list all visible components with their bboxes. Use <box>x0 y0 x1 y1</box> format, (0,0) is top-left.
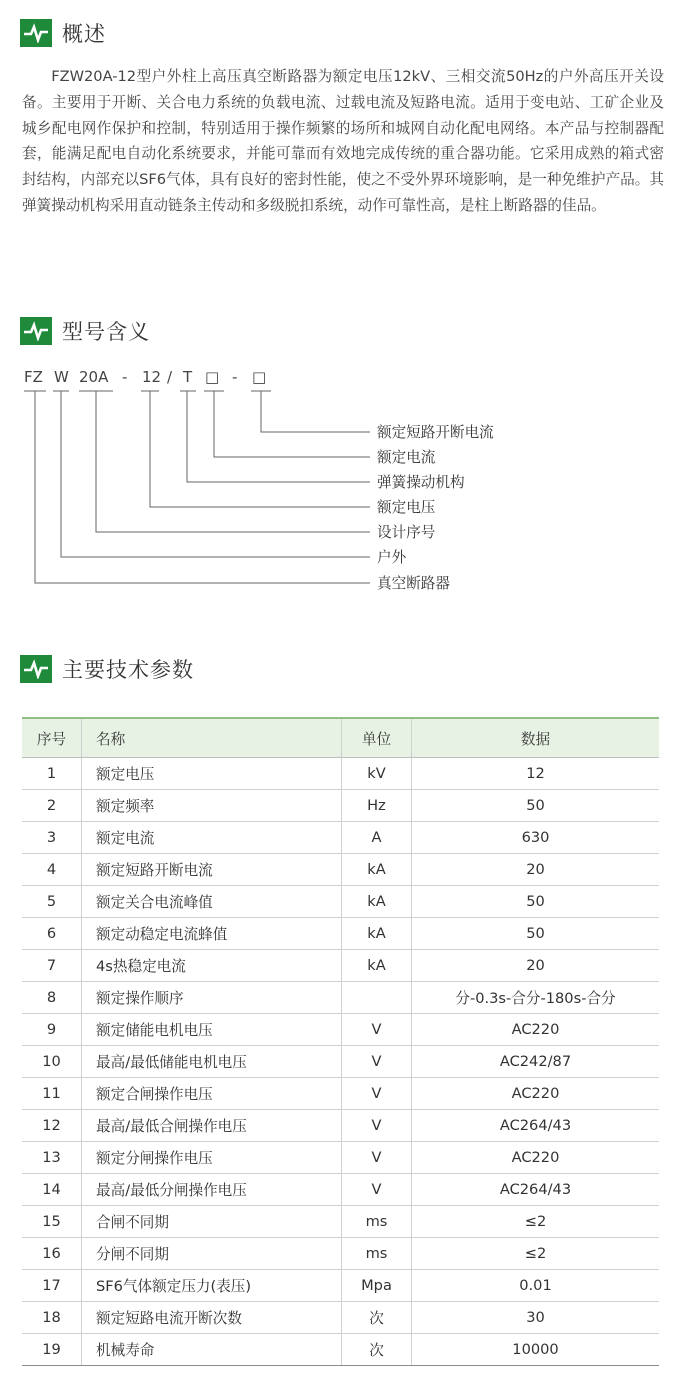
cell-number: 18 <box>22 1302 82 1334</box>
table-row <box>22 758 659 790</box>
table-row <box>22 886 659 918</box>
cell-number: 10 <box>22 1046 82 1078</box>
cell-unit: ms <box>342 1206 412 1238</box>
cell-unit: V <box>342 1014 412 1046</box>
model-meaning-label: 真空断路器 <box>377 575 450 592</box>
section-header-specs <box>20 654 194 684</box>
cell-name: 最高/最低合闸操作电压 <box>82 1110 342 1142</box>
model-code-part: / <box>167 368 173 386</box>
cell-number: 9 <box>22 1014 82 1046</box>
cell-value: AC220 <box>412 1014 660 1046</box>
cell-name: 最高/最低分闸操作电压 <box>82 1174 342 1206</box>
cell-number: 11 <box>22 1078 82 1110</box>
cell-number: 1 <box>22 758 82 790</box>
model-code-part: W <box>54 368 69 386</box>
cell-number: 16 <box>22 1238 82 1270</box>
cell-number: 14 <box>22 1174 82 1206</box>
cell-name: 额定频率 <box>82 790 342 822</box>
cell-value: AC242/87 <box>412 1046 660 1078</box>
cell-unit: ms <box>342 1238 412 1270</box>
cell-unit: V <box>342 1110 412 1142</box>
column-header: 名称 <box>82 718 342 758</box>
table-row <box>22 1238 659 1270</box>
cell-name: 额定储能电机电压 <box>82 1014 342 1046</box>
cell-value: 30 <box>412 1302 660 1334</box>
cell-value: 10000 <box>412 1334 660 1366</box>
section-title: 概述 <box>62 22 106 46</box>
table-row <box>22 950 659 982</box>
table-row <box>22 1110 659 1142</box>
cell-unit: kA <box>342 918 412 950</box>
cell-name: 额定操作顺序 <box>82 982 342 1014</box>
model-meaning-label: 额定电流 <box>377 449 436 466</box>
cell-unit: kV <box>342 758 412 790</box>
cell-name: 合闸不同期 <box>82 1206 342 1238</box>
spec-table-body <box>22 758 659 1366</box>
cell-value: AC220 <box>412 1142 660 1174</box>
cell-number: 5 <box>22 886 82 918</box>
model-diagram-lines <box>0 0 686 600</box>
cell-unit: V <box>342 1142 412 1174</box>
cell-number: 2 <box>22 790 82 822</box>
cell-value: 50 <box>412 790 660 822</box>
model-meaning-label: 额定电压 <box>377 499 436 516</box>
cell-unit: A <box>342 822 412 854</box>
table-row <box>22 1302 659 1334</box>
cell-name: 额定电压 <box>82 758 342 790</box>
cell-value: 0.01 <box>412 1270 660 1302</box>
cell-value: ≤2 <box>412 1238 660 1270</box>
table-row <box>22 982 659 1014</box>
cell-unit: 次 <box>342 1334 412 1366</box>
cell-value: 20 <box>412 854 660 886</box>
cell-number: 3 <box>22 822 82 854</box>
model-code-part: 12 <box>142 368 162 386</box>
cell-value: 20 <box>412 950 660 982</box>
model-code-part: □ <box>252 368 267 386</box>
cell-name: 最高/最低储能电机电压 <box>82 1046 342 1078</box>
column-header: 序号 <box>22 718 82 758</box>
cell-unit: V <box>342 1046 412 1078</box>
cell-name: 额定分闸操作电压 <box>82 1142 342 1174</box>
cell-value: 50 <box>412 918 660 950</box>
model-code-part: 20A <box>79 368 109 386</box>
cell-unit: kA <box>342 950 412 982</box>
cell-value: AC264/43 <box>412 1174 660 1206</box>
cell-value: 12 <box>412 758 660 790</box>
model-code-part: FZ <box>24 368 43 386</box>
cell-number: 8 <box>22 982 82 1014</box>
pulse-icon <box>20 655 52 683</box>
table-header-row <box>22 718 659 758</box>
column-header: 单位 <box>342 718 412 758</box>
cell-unit: 次 <box>342 1302 412 1334</box>
cell-value: AC264/43 <box>412 1110 660 1142</box>
cell-number: 19 <box>22 1334 82 1366</box>
model-code-part: □ <box>205 368 220 386</box>
table-row <box>22 1174 659 1206</box>
table-row <box>22 854 659 886</box>
cell-number: 6 <box>22 918 82 950</box>
cell-value: 50 <box>412 886 660 918</box>
cell-number: 13 <box>22 1142 82 1174</box>
table-row <box>22 1046 659 1078</box>
cell-name: SF6气体额定压力(表压) <box>82 1270 342 1302</box>
cell-name: 额定短路开断电流 <box>82 854 342 886</box>
model-meaning-label: 额定短路开断电流 <box>377 424 494 441</box>
model-code-part: - <box>232 368 238 386</box>
model-code-part: - <box>122 368 128 386</box>
table-row <box>22 790 659 822</box>
cell-value: 630 <box>412 822 660 854</box>
cell-number: 17 <box>22 1270 82 1302</box>
cell-name: 额定短路电流开断次数 <box>82 1302 342 1334</box>
cell-name: 额定合闸操作电压 <box>82 1078 342 1110</box>
model-meaning-label: 弹簧操动机构 <box>377 474 465 491</box>
cell-name: 额定动稳定电流蜂值 <box>82 918 342 950</box>
cell-value: ≤2 <box>412 1206 660 1238</box>
table-row <box>22 1014 659 1046</box>
table-row <box>22 1142 659 1174</box>
cell-unit: V <box>342 1078 412 1110</box>
column-header: 数据 <box>412 718 660 758</box>
cell-name: 额定关合电流峰值 <box>82 886 342 918</box>
spec-table <box>22 717 659 1366</box>
section-title: 型号含义 <box>62 320 150 344</box>
cell-unit: Mpa <box>342 1270 412 1302</box>
cell-number: 4 <box>22 854 82 886</box>
cell-number: 15 <box>22 1206 82 1238</box>
cell-unit: kA <box>342 886 412 918</box>
model-meaning-label: 设计序号 <box>377 524 436 541</box>
section-title: 主要技术参数 <box>62 658 194 682</box>
cell-unit: Hz <box>342 790 412 822</box>
table-row <box>22 1078 659 1110</box>
table-row <box>22 822 659 854</box>
cell-name: 机械寿命 <box>82 1334 342 1366</box>
cell-value: AC220 <box>412 1078 660 1110</box>
overview-paragraph: FZW20A-12型户外柱上高压真空断路器为额定电压12kV、三相交流50Hz的户外高压开关设备。主要用于开断、关合电力系统的负载电流、过载电流及短路电流。适用于变电站、工矿企业及城乡配电网作保护和控制，特别适用于操作频繁的场所和城网自动化配电网络。本产品与控制器配套，能满足配电自动化系统要求，并能可靠而有效地完成传统的重合器功能。它采用成熟的箱式密封结构，内部充以SF6气体，具有良好的密封性能，使之不受外界环境影响，是一种免维护产品。其弹簧操动机构采用直动链条主传动和多级脱扣系统，动作可靠性高，是柱上断路器的佳品。 <box>22 68 664 214</box>
model-code-part: T <box>183 368 193 386</box>
cell-name: 分闸不同期 <box>82 1238 342 1270</box>
cell-name: 4s热稳定电流 <box>82 950 342 982</box>
table-row <box>22 1334 659 1366</box>
cell-unit: kA <box>342 854 412 886</box>
table-row <box>22 1206 659 1238</box>
cell-value: 分-0.3s-合分-180s-合分 <box>412 982 660 1014</box>
cell-name: 额定电流 <box>82 822 342 854</box>
table-row <box>22 1270 659 1302</box>
model-meaning-label: 户外 <box>377 549 407 566</box>
cell-unit: V <box>342 1174 412 1206</box>
cell-unit <box>342 982 412 1014</box>
cell-number: 12 <box>22 1110 82 1142</box>
table-row <box>22 918 659 950</box>
cell-number: 7 <box>22 950 82 982</box>
